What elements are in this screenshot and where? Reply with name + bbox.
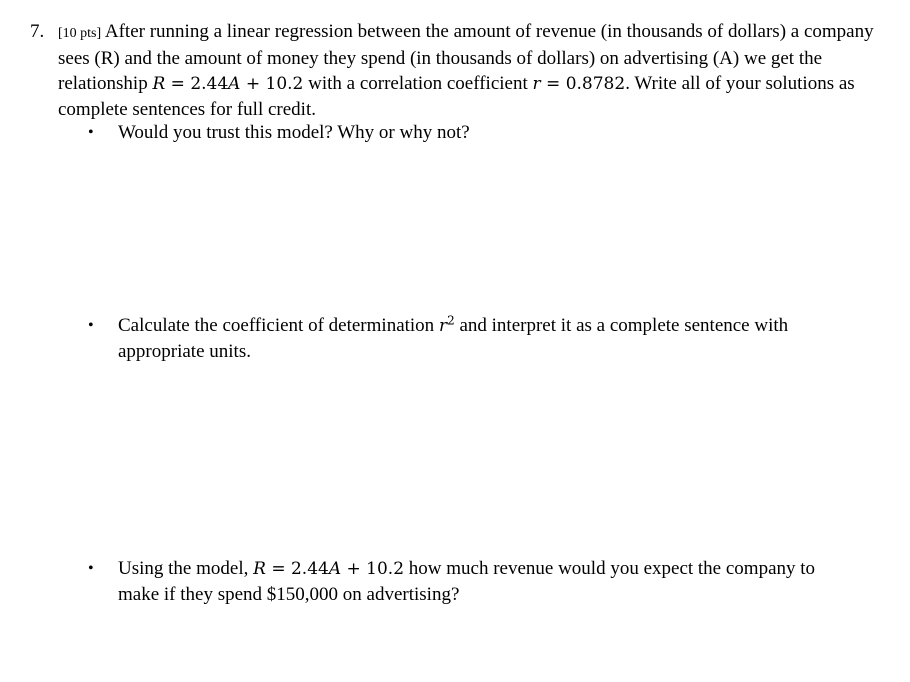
bullet-text [118, 313, 848, 364]
eq-lhs: R [152, 74, 166, 94]
r-squared [438, 313, 455, 336]
eq-rhs: + 10.2 [341, 559, 405, 579]
bullet-text: Would you trust this model? Why or why not? [118, 122, 470, 143]
question-text [58, 19, 878, 122]
bullet-text-1: Calculate the coefficient of determination [118, 315, 439, 336]
eq-lhs: R [253, 559, 266, 579]
bullet-item-prediction [88, 556, 848, 607]
eq-var: A [328, 559, 342, 579]
question-intro-3: . Write all of your solutions as complete sentences for full credit. [58, 73, 855, 120]
r-variable: r [532, 74, 541, 94]
exponent: 2 [447, 313, 455, 328]
bullet-item-determination [88, 313, 848, 364]
bullet-icon: • [88, 560, 94, 577]
question-number: 7. [30, 21, 45, 42]
bullet-icon: • [88, 124, 94, 141]
bullet-text [118, 556, 848, 607]
eq-rhs: + 10.2 [240, 74, 304, 94]
regression-equation [253, 559, 404, 579]
regression-equation [152, 74, 303, 94]
bullet-text-1: Using the model, [118, 558, 254, 579]
correlation-value [533, 74, 626, 94]
bullet-text-2: how much revenue would you expect the company to make if they spend $150,000 on advertising? [118, 558, 816, 605]
question-intro-1: After running a linear regression between the amount of revenue (in thousands of dollars) a company sees (R) and the amount of money they spend (in thousands of dollars) on advertising (A) we get the relationship [58, 21, 874, 94]
points-label: [10 pts] [58, 26, 102, 41]
eq-var: A [228, 74, 241, 94]
bullet-text-2: and interpret it as a complete sentence with appropriate units. [118, 315, 789, 362]
bullet-icon: • [88, 317, 94, 334]
r-value: = 0.8782 [540, 74, 626, 94]
bullet-item-trust [88, 120, 848, 145]
question-intro-2: with a correlation coefficient [303, 73, 533, 94]
r-variable: r [438, 316, 448, 336]
question-7 [30, 19, 890, 122]
eq-mid: = 2.44 [265, 559, 329, 579]
eq-mid: = 2.44 [165, 74, 229, 94]
